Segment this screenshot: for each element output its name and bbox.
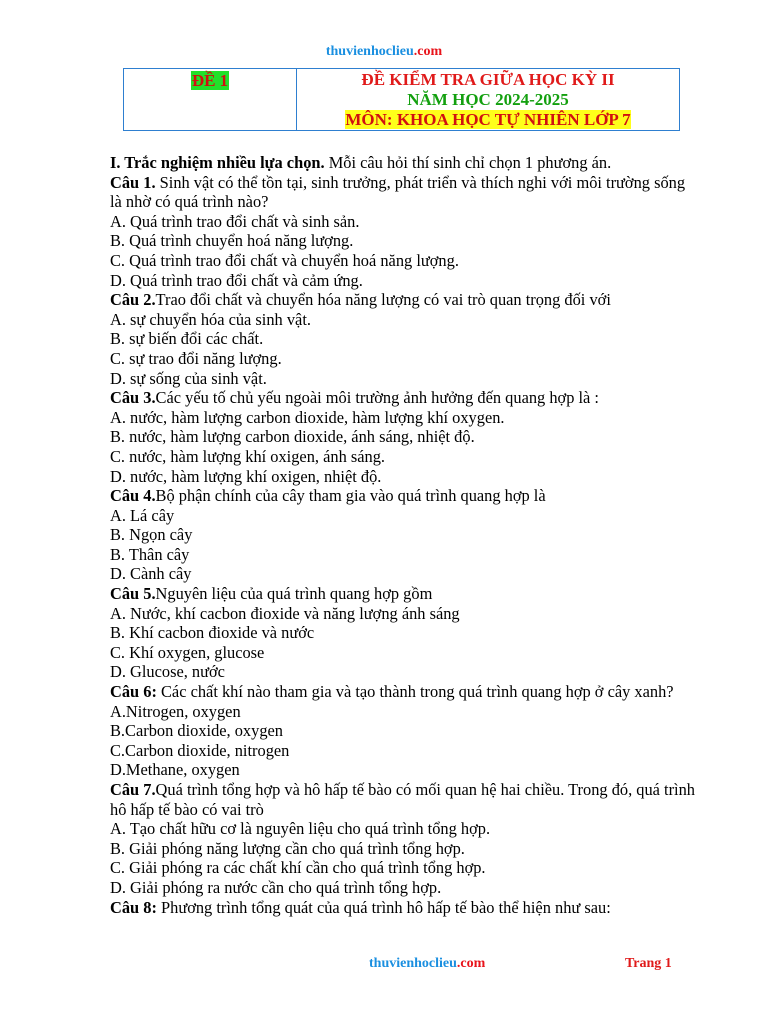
- exam-year: NĂM HỌC 2024-2025: [407, 90, 569, 109]
- answer-option: B. Giải phóng năng lượng cần cho quá trình tổng hợp.: [110, 838, 465, 858]
- answer-option: A.Nitrogen, oxygen: [110, 701, 241, 721]
- question-text: Các chất khí nào tham gia và tạo thành trong quá trình quang hợp ở cây xanh?: [156, 682, 674, 702]
- footer-site: [369, 956, 485, 972]
- footer-site-name: thuvienhoclieu: [369, 956, 457, 971]
- answer-option: C. sự trao đổi năng lượng.: [110, 348, 282, 368]
- answer-option: A. Nước, khí cacbon đioxide và năng lượng ánh sáng: [110, 603, 460, 623]
- answer-option: C. nước, hàm lượng khí oxigen, ánh sáng.: [110, 446, 386, 466]
- question-text: Phương trình tổng quát của quá trình hô hấp tế bào thể hiện như sau:: [156, 897, 611, 917]
- answer-option: D. Cành cây: [110, 564, 192, 584]
- site-name: thuvienhoclieu: [325, 44, 414, 59]
- answer-option: A. Tạo chất hữu cơ là nguyên liệu cho quá trình tổng hợp.: [110, 819, 491, 839]
- section-heading: [110, 153, 700, 173]
- site-header: [0, 44, 768, 60]
- question-stem: [110, 898, 700, 918]
- question-label: Câu 6:: [110, 682, 157, 702]
- answer-option: D.Methane, oxygen: [110, 760, 240, 780]
- question-text: Trao đổi chất và chuyển hóa năng lượng có vai trò quan trọng đối với: [155, 290, 611, 310]
- answer-option: B. nước, hàm lượng carbon dioxide, ánh sáng, nhiệt độ.: [110, 427, 475, 447]
- question-label: Câu 7.: [110, 780, 156, 799]
- exam-code: ĐỀ 1: [191, 71, 229, 90]
- question-label: Câu 3.: [110, 388, 156, 408]
- question-stem: [110, 780, 700, 819]
- question-stem: [110, 682, 700, 702]
- section-text: Mỗi câu hỏi thí sinh chỉ chọn 1 phương án.: [324, 153, 612, 172]
- answer-option: B. Ngọn cây: [110, 525, 193, 545]
- page-number: [625, 956, 672, 972]
- exam-title: ĐỀ KIỂM TRA GIỮA HỌC KỲ II: [361, 70, 615, 89]
- exam-title-cell: [297, 69, 679, 130]
- answer-option: C. Quá trình trao đổi chất và chuyển hoá năng lượng.: [110, 250, 459, 270]
- question-stem: [110, 584, 700, 604]
- answer-option: D. Glucose, nước: [110, 662, 225, 682]
- answer-option: C.Carbon dioxide, nitrogen: [110, 740, 290, 760]
- question-text: Các yếu tố chủ yếu ngoài môi trường ảnh hưởng đến quang hợp là :: [155, 388, 599, 408]
- question-text: Bộ phận chính của cây tham gia vào quá trình quang hợp là: [155, 486, 546, 506]
- exam-content: [110, 153, 700, 917]
- answer-option: A. Quá trình trao đổi chất và sinh sản.: [110, 211, 360, 231]
- question-label: Câu 4.: [110, 486, 156, 506]
- answer-option: B. Thân cây: [110, 544, 190, 564]
- answer-option: B. sự biến đổi các chất.: [110, 329, 264, 349]
- question-stem: [110, 173, 700, 212]
- footer-site-domain: .com: [456, 956, 486, 971]
- exam-subject: MÔN: KHOA HỌC TỰ NHIÊN LỚP 7: [345, 110, 631, 129]
- answer-option: B.Carbon dioxide, oxygen: [110, 721, 283, 741]
- question-label: Câu 5.: [110, 584, 156, 604]
- answer-option: A. nước, hàm lượng carbon dioxide, hàm lượng khí oxygen.: [110, 407, 505, 427]
- question-label: Câu 2.: [110, 290, 156, 310]
- question-text: Sinh vật có thể tồn tại, sinh trưởng, phát triển và thích nghi với môi trường sống là nhờ có quá trình nào?: [110, 172, 686, 212]
- question-stem: [110, 388, 700, 408]
- answer-option: D. nước, hàm lượng khí oxigen, nhiệt độ.: [110, 466, 382, 486]
- question-stem: [110, 290, 700, 310]
- question-text: Nguyên liệu của quá trình quang hợp gồm: [155, 584, 433, 604]
- answer-option: A. Lá cây: [110, 505, 175, 525]
- exam-header-table: [123, 68, 680, 131]
- question-stem: [110, 486, 700, 506]
- answer-option: B. Khí cacbon đioxide và nước: [110, 623, 315, 643]
- answer-option: B. Quá trình chuyển hoá năng lượng.: [110, 231, 354, 251]
- answer-option: C. Khí oxygen, glucose: [110, 642, 265, 662]
- answer-option: C. Giải phóng ra các chất khí cần cho quá trình tổng hợp.: [110, 858, 486, 878]
- question-label: Câu 1.: [110, 172, 156, 192]
- question-label: Câu 8:: [110, 897, 157, 917]
- answer-option: D. Quá trình trao đổi chất và cảm ứng.: [110, 270, 363, 290]
- site-domain: .com: [413, 44, 443, 59]
- answer-option: D. Giải phóng ra nước cần cho quá trình tổng hợp.: [110, 877, 442, 897]
- section-label: I. Trắc nghiệm nhiều lựa chọn.: [110, 153, 325, 172]
- answer-option: A. sự chuyển hóa của sinh vật.: [110, 309, 311, 329]
- page-label: Trang 1: [625, 956, 672, 971]
- question-list: [110, 173, 700, 918]
- answer-option: D. sự sống của sinh vật.: [110, 368, 267, 388]
- question-text: Quá trình tổng hợp và hô hấp tế bào có mối quan hệ hai chiều. Trong đó, quá trình hô hấp tế bào có vai trò: [110, 780, 695, 819]
- exam-code-cell: [124, 69, 297, 130]
